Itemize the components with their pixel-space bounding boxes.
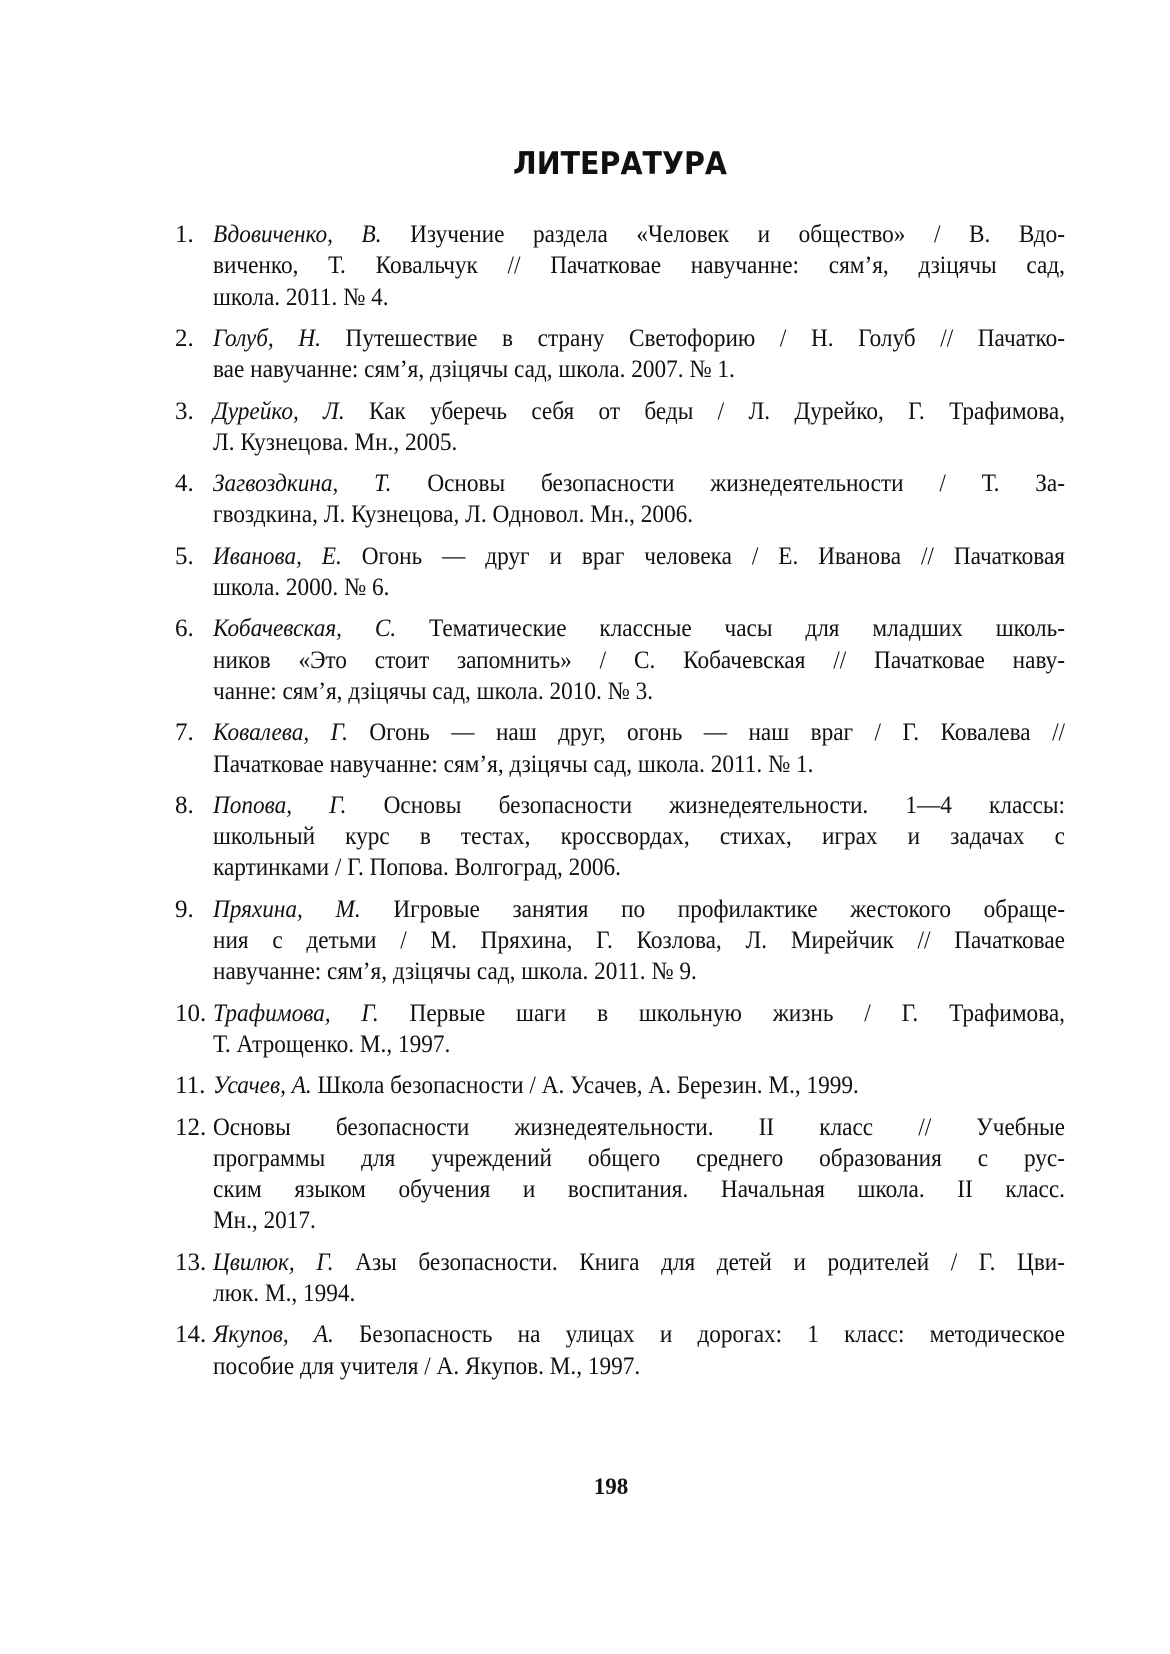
reference-line [213, 1320, 1065, 1350]
reference-line-text [213, 500, 693, 530]
reference-line-text [213, 1279, 355, 1309]
reference-text: Первые шаги в школьную жизнь / Г. Трафимова, [378, 999, 1065, 1027]
reference-line [213, 220, 1065, 250]
reference-line-text [213, 355, 735, 385]
reference-line-text [213, 791, 1065, 821]
reference-line [213, 1113, 1065, 1143]
reference-line-text [213, 220, 1065, 250]
reference-text: картинками / Г. Попова. Волгоград, 2006. [213, 854, 621, 882]
reference-number: 10. [175, 999, 207, 1027]
reference-line-text [213, 957, 697, 987]
reference-text: Безопасность на улицах и дорогах: 1 класс: методическое [333, 1321, 1065, 1349]
reference-text: Игровые занятия по профилактике жестокого обраще- [360, 895, 1065, 923]
reference-line-text [213, 1206, 316, 1236]
reference-number: 13. [175, 1248, 207, 1276]
reference-line [213, 791, 1065, 821]
reference-line-text [213, 646, 1065, 676]
reference-author: Кобачевская, С. [213, 615, 397, 643]
reference-line [213, 999, 1065, 1029]
reference-line-text [213, 1248, 1065, 1278]
reference-line-text [213, 1113, 1065, 1143]
reference-author: Вдовиченко, В. [213, 221, 382, 248]
reference-line [213, 646, 1065, 676]
reference-number: 8. [175, 791, 194, 819]
reference-text: Основы безопасности жизнедеятельности / Т. За- [391, 470, 1065, 498]
reference-line-text [213, 573, 389, 603]
reference-line [213, 283, 1065, 313]
reference-line-text [213, 1175, 1065, 1205]
reference-line [213, 1248, 1065, 1278]
reference-line [213, 822, 1065, 852]
reference-line [213, 926, 1065, 956]
reference-line-text [213, 614, 1065, 644]
reference-line [213, 1206, 1065, 1236]
reference-text: ским языком обучения и воспитания. Начальная школа. II класс. [213, 1176, 1065, 1204]
reference-line [213, 677, 1065, 707]
reference-author: Цвилюк, Г. [213, 1248, 334, 1276]
reference-author: Иванова, Е. [213, 542, 342, 570]
reference-author: Попова, Г. [213, 791, 347, 819]
reference-text: Мн., 2017. [213, 1207, 316, 1235]
reference-text: Л. Кузнецова. Мн., 2005. [213, 428, 458, 456]
reference-line-text [213, 895, 1065, 925]
reference-line [213, 542, 1065, 572]
reference-line-text [213, 1144, 1065, 1174]
reference-line [213, 397, 1065, 427]
reference-text: Путешествие в страну Светофорию / Н. Голуб // Пачатко- [320, 324, 1065, 352]
reference-line-text [213, 677, 653, 707]
reference-text: чанне: сям’я, дзіцячы сад, школа. 2010. № 3. [213, 677, 654, 705]
reference-number: 7. [175, 719, 194, 747]
reference-number: 11. [175, 1072, 206, 1100]
reference-line [213, 750, 1065, 780]
reference-line-text [213, 1071, 859, 1101]
reference-text: Изучение раздела «Человек и общество» / В. Вдо- [381, 221, 1065, 248]
reference-text: Т. Атрощенко. М., 1997. [213, 1030, 451, 1058]
reference-text: школьный курс в тестах, кроссвордах, стихах, играх и задачах с [213, 823, 1065, 851]
page-number-text: 198 [593, 1474, 629, 1499]
reference-line-text [213, 1320, 1065, 1350]
reference-text: Основы безопасности жизнедеятельности. II класс // Учебные [213, 1113, 1065, 1141]
reference-line-text [213, 1030, 450, 1060]
reference-line [213, 1071, 1065, 1101]
reference-line [213, 614, 1065, 644]
reference-text: вае навучанне: сям’я, дзіцячы сад, школа. 2007. № 1. [213, 356, 735, 384]
reference-number: 4. [175, 470, 194, 498]
reference-author: Ковалева, Г. [213, 719, 348, 747]
reference-number: 12. [175, 1113, 207, 1141]
reference-line-text [213, 324, 1065, 354]
reference-line-text [213, 542, 1065, 572]
reference-number: 2. [175, 324, 194, 352]
reference-text: школа. 2011. № 4. [213, 283, 389, 311]
reference-line [213, 1030, 1065, 1060]
reference-number: 3. [175, 397, 194, 425]
reference-line [213, 1279, 1065, 1309]
reference-line [213, 1175, 1065, 1205]
reference-text: ния с детьми / М. Пряхина, Г. Козлова, Л. Мирейчик // Пачатковае [213, 927, 1065, 954]
reference-author: Усачев, А. [213, 1072, 312, 1100]
reference-text: Основы безопасности жизнедеятельности. 1—4 классы: [346, 791, 1065, 819]
reference-line [213, 324, 1065, 354]
reference-line-text [213, 999, 1065, 1029]
reference-line [213, 500, 1065, 530]
reference-line-text [213, 283, 389, 313]
reference-line [213, 428, 1065, 458]
page-number [0, 1474, 1170, 1500]
reference-text: виченко, Т. Ковальчук // Пачатковае навучанне: сям’я, дзіцячы сад, [213, 252, 1065, 280]
reference-line-text [213, 822, 1065, 852]
reference-text: программы для учреждений общего среднего образования с рус- [213, 1144, 1065, 1172]
reference-text: навучанне: сям’я, дзіцячы сад, школа. 2011. № 9. [213, 958, 697, 986]
reference-author: Дурейко, Л. [213, 397, 345, 425]
reference-line-text [213, 1352, 640, 1382]
reference-text: гвоздкина, Л. Кузнецова, Л. Одновол. Мн., 2006. [213, 501, 694, 529]
reference-author: Трафимова, Г. [213, 999, 379, 1027]
reference-text: Пачатковае навучанне: сям’я, дзіцячы сад, школа. 2011. № 1. [213, 750, 814, 778]
reference-line-text [213, 853, 621, 883]
reference-number: 1. [175, 221, 194, 248]
reference-line [213, 718, 1065, 748]
reference-line-text [213, 251, 1065, 281]
reference-line-text [213, 397, 1065, 427]
reference-text: Огонь — наш друг, огонь — наш враг / Г. Ковалева // [347, 719, 1065, 747]
reference-author: Голуб, Н. [213, 324, 321, 352]
page-title-text: ЛИТЕРАТУРА [513, 146, 727, 182]
reference-line [213, 469, 1065, 499]
reference-author: Пряхина, М. [213, 895, 361, 923]
reference-line-text [213, 718, 1065, 748]
reference-text: Огонь — друг и враг человека / Е. Иванова // Пачатковая [341, 542, 1066, 570]
reference-line [213, 957, 1065, 987]
reference-number: 14. [175, 1321, 207, 1349]
reference-line [213, 355, 1065, 385]
reference-text: Тематические классные часы для младших школь- [396, 615, 1065, 643]
reference-line [213, 1144, 1065, 1174]
reference-line-text [213, 428, 457, 458]
reference-number: 9. [175, 895, 194, 923]
reference-number: 5. [175, 542, 194, 570]
reference-line [213, 251, 1065, 281]
reference-line-text [213, 926, 1065, 956]
reference-line [213, 895, 1065, 925]
reference-line-text [213, 750, 813, 780]
reference-text: Азы безопасности. Книга для детей и родителей / Г. Цви- [333, 1248, 1065, 1276]
reference-author: Загвоздкина, Т. [213, 470, 392, 498]
reference-line [213, 1352, 1065, 1382]
reference-number: 6. [175, 615, 194, 643]
reference-text: ников «Это стоит запомнить» / С. Кобачевская // Пачатковае наву- [213, 646, 1065, 674]
reference-line [213, 853, 1065, 883]
reference-text: Как уберечь себя от беды / Л. Дурейко, Г. Трафимова, [344, 397, 1065, 425]
reference-line [213, 573, 1065, 603]
reference-text: пособие для учителя / А. Якупов. М., 1997. [213, 1352, 641, 1380]
reference-author: Якупов, А. [213, 1321, 334, 1349]
reference-text: школа. 2000. № 6. [213, 574, 390, 601]
reference-line-text [213, 469, 1065, 499]
reference-text: Школа безопасности / А. Усачев, А. Березин. М., 1999. [311, 1072, 859, 1100]
reference-text: люк. М., 1994. [213, 1280, 356, 1307]
